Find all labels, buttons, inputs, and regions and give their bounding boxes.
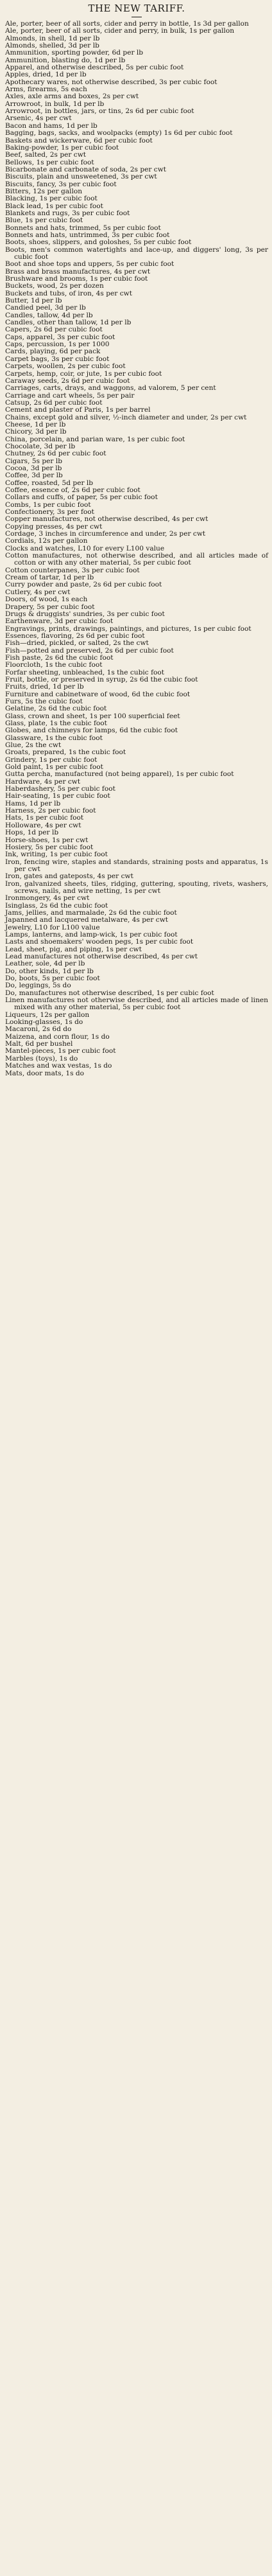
tariff-entry: Drapery, 5s per cubic foot [5, 603, 95, 611]
tariff-entry: Bitters, 12s per gallon [5, 187, 83, 195]
tariff-entry: Iron, gates and gateposts, 4s per cwt [5, 872, 133, 881]
tariff-entry: Isinglass, 2s 6d the cubic foot [5, 901, 108, 910]
tariff-entry: Carpets, hemp, coir, or jute, 1s per cubic foot [5, 369, 162, 378]
tariff-entry: Arrowroot, in bottles, jars, or tins, 2s 6d per cubic foot [5, 107, 194, 116]
tariff-entry: Coffee, roasted, 5d per lb [5, 479, 94, 487]
tariff-entry: Candles, tallow, 4d per lb [5, 311, 93, 319]
tariff-entry: Fish—dried, pickled, or salted, 2s the cwt [5, 639, 149, 648]
tariff-entry: Gelatine, 2s 6d the cubic foot [5, 705, 107, 713]
tariff-entry: Coffee, 3d per lb [5, 472, 63, 480]
tariff-entry: Glass, crown and sheet, 1s per 100 superficial feet [5, 712, 180, 720]
tariff-entry: Caps, percussion, 1s per 1000 [5, 340, 110, 349]
tariff-entry: Ironmongery, 4s per cwt [5, 894, 90, 903]
tariff-entry: Chains, except gold and silver, ½-inch diameter and under, 2s per cwt [5, 413, 247, 421]
tariff-entry: Catsup, 2s 6d per cubic foot [5, 398, 103, 407]
tariff-entry: Harness, 2s per cubic foot [5, 807, 96, 815]
tariff-entry: Forfar sheeting, unbleached, 1s the cubic foot [5, 668, 165, 676]
tariff-entry: Grindery, 1s per cubic foot [5, 755, 98, 764]
tariff-entry: Liqueurs, 12s per gallon [5, 1010, 90, 1019]
tariff-entry: Carpet bags, 3s per cubic foot [5, 355, 110, 363]
tariff-entry: Floorcloth, 1s the cubic foot [5, 661, 103, 669]
tariff-entry: Doors, of wood, 1s each [5, 595, 88, 604]
tariff-entry: Blankets and rugs, 3s per cubic foot [5, 209, 130, 217]
tariff-entry: Lasts and shoemakers' wooden pegs, 1s per cubic foot [5, 938, 194, 946]
tariff-entry: Combs, 1s per cubic foot [5, 500, 91, 509]
tariff-entry: Fish paste, 2s 6d the cubic foot [5, 653, 114, 662]
tariff-entry: Jewelry, L10 for L100 value [5, 923, 100, 931]
tariff-entry: Ammunition, sporting powder, 6d per lb [5, 49, 144, 57]
tariff-entry: Apples, dried, 1d per lb [5, 71, 87, 79]
tariff-entry: Holloware, 4s per cwt [5, 821, 81, 829]
tariff-entry: Chicory, 3d per lb [5, 428, 67, 436]
tariff-entry: Bicarbonate and carbonate of soda, 2s per cwt [5, 165, 167, 173]
tariff-entry: Baskets and wickerware, 6d per cubic foot [5, 136, 153, 145]
tariff-entry: Globes, and chimneys for lamps, 6d the cubic foot [5, 727, 178, 735]
tariff-entry: Lead manufactures not otherwise described, 4s per cwt [5, 953, 198, 960]
tariff-entry: Lamps, lanterns, and lamp-wick, 1s per cubic foot [5, 930, 178, 939]
tariff-entry: Japanned and lacquered metalware, 4s per cwt [5, 916, 169, 924]
tariff-entry: Looking-glasses, 1s do [5, 1018, 83, 1027]
tariff-entry: Engravings, prints, drawings, paintings, and pictures, 1s per cubic foot [5, 624, 251, 633]
tariff-entry: Coffee, essence of, 2s 6d per cubic foot [5, 486, 140, 494]
tariff-entry: Mantel-pieces, 1s per cubic foot [5, 1047, 116, 1055]
tariff-entry: Fruit, bottle, or preserved in syrup, 2s 6d the cubic foot [5, 675, 198, 684]
tariff-entry: Cards, playing, 6d per pack [5, 348, 101, 356]
tariff-entry: Bacon and hams, 1d per lb [5, 121, 98, 130]
tariff-entry: Linen manufactures not otherwise described, and all articles made of linen mixed with any other material, 5s per cubic foot [5, 996, 268, 1012]
tariff-entry: Curry powder and paste, 2s 6d per cubic foot [5, 581, 162, 589]
tariff-entry: Blue, 1s per cubic foot [5, 216, 83, 225]
tariff-entry: Bonnets and hats, trimmed, 5s per cubic foot [5, 224, 161, 232]
tariff-entry: Ammunition, blasting do, 1d per lb [5, 56, 126, 64]
tariff-entry: Biscuits, fancy, 3s per cubic foot [5, 180, 117, 188]
tariff-entry: Matches and wax vestas, 1s do [5, 1062, 112, 1070]
tariff-entry: Buckets and tubs, of iron, 4s per cwt [5, 289, 132, 297]
tariff-entry: Glassware, 1s the cubic foot [5, 734, 103, 742]
tariff-entry: Chutney, 2s 6d per cubic foot [5, 450, 106, 458]
tariff-entry: Brass and brass manufactures, 4s per cwt [5, 267, 151, 276]
tariff-entry: Fruits, dried, 1d per lb [5, 683, 84, 691]
tariff-entry: Gutta percha, manufactured (not being apparel), 1s per cubic foot [5, 770, 234, 779]
tariff-entry: Hats, 1s per cubic foot [5, 814, 84, 822]
tariff-entry: Cotton counterpanes, 3s per cubic foot [5, 566, 140, 574]
tariff-entry: Brushware and brooms, 1s per cubic foot [5, 275, 148, 283]
tariff-entry: Essences, flavoring, 2s 6d per cubic foot [5, 631, 145, 640]
tariff-entry: Butter, 1d per lb [5, 297, 62, 305]
tariff-entry: Black lead, 1s per cubic foot [5, 202, 103, 210]
tariff-entry: Do, manufactures not otherwise described, 1s per cubic foot [5, 989, 214, 997]
tariff-entry: Baking-powder, 1s per cubic foot [5, 143, 119, 152]
tariff-entry: Boot and shoe tops and uppers, 5s per cubic foot [5, 260, 174, 269]
tariff-entry: Gold paint, 1s per cubic foot [5, 763, 103, 772]
tariff-entry: Copying presses, 4s per cwt [5, 522, 103, 531]
tariff-entry: Almonds, in shell, 1d per lb [5, 34, 100, 42]
tariff-entry: Capers, 2s 6d per cubic foot [5, 326, 103, 334]
tariff-entry: Hardware, 4s per cwt [5, 777, 81, 786]
tariff-entry: Glue, 2s the cwt [5, 741, 62, 750]
tariff-entry: Groats, prepared, 1s the cubic foot [5, 748, 126, 757]
tariff-entry: Haberdashery, 5s per cubic foot [5, 785, 115, 793]
tariff-entry: Collars and cuffs, of paper, 5s per cubic foot [5, 493, 158, 502]
tariff-entry: Chocolate, 3d per lb [5, 442, 76, 450]
tariff-entry: Confectionery, 3s per foot [5, 508, 94, 516]
tariff-entry: Boots, shoes, slippers, and goloshes, 5s per cubic foot [5, 238, 192, 247]
tariff-entry: Do, boots, 5s per cubic foot [5, 975, 100, 983]
tariff-entry: Macaroni, 2s 6d do [5, 1025, 72, 1034]
tariff-entry: China, porcelain, and parian ware, 1s per cubic foot [5, 435, 185, 443]
tariff-entry: Do, other kinds, 1d per lb [5, 967, 94, 975]
tariff-entry: Ale, porter, beer of all sorts, cider and perry in bottle, 1s 3d per gallon [5, 20, 249, 28]
tariff-list [5, 21, 268, 1077]
tariff-entry: Cordials, 12s per gallon [5, 537, 88, 545]
tariff-entry: Carpets, woollen, 2s per cubic foot [5, 362, 126, 371]
tariff-entry: Cement and plaster of Paris, 1s per barrel [5, 406, 151, 414]
tariff-entry: Biscuits, plain and unsweetened, 3s per cwt [5, 173, 157, 181]
tariff-entry: Carriage and cart wheels, 5s per pair [5, 391, 135, 400]
page-title: THE NEW TARIFF. [88, 3, 185, 14]
tariff-entry: Arrowroot, in bulk, 1d per lb [5, 100, 105, 108]
tariff-entry: Boots, men's common watertights and lace-up, and diggers' long, 3s per cubic foot [5, 245, 268, 261]
tariff-entry: Carriages, carts, drays, and waggons, ad valorem, 5 per cent [5, 384, 216, 393]
tariff-entry: Jams, jellies, and marmalade, 2s 6d the cubic foot [5, 908, 177, 917]
tariff-entry: Fish—potted and preserved, 2s 6d per cubic foot [5, 646, 174, 655]
tariff-entry: Leather, sole, 4d per lb [5, 960, 85, 968]
tariff-entry: Beef, salted, 2s per cwt [5, 151, 87, 159]
tariff-entry: Ink, writing, 1s per cubic foot [5, 851, 108, 859]
tariff-entry: Hosiery, 5s per cubic foot [5, 843, 94, 851]
tariff-entry: Horse-shoes, 1s per cwt [5, 836, 89, 844]
tariff-entry: Bellows, 1s per cubic foot [5, 158, 94, 166]
tariff-entry: Axles, axle arms and boxes, 2s per cwt [5, 93, 139, 101]
tariff-entry: Caps, apparel, 3s per cubic foot [5, 333, 115, 341]
tariff-entry: Iron, fencing wire, staples and standards, straining posts and apparatus, 1s per cwt [5, 858, 268, 873]
tariff-entry: Iron, galvanized sheets, tiles, ridging, guttering, spouting, rivets, washers, screws, nails, and wire netting, 1s per cwt [5, 879, 268, 895]
tariff-entry: Arms, firearms, 5s each [5, 85, 87, 94]
tariff-entry: Bagging, bags, sacks, and woolpacks (empty) 1s 6d per cubic foot [5, 129, 233, 137]
tariff-entry: Do, leggings, 5s do [5, 982, 71, 990]
tariff-entry: Cream of tartar, 1d per lb [5, 574, 94, 582]
tariff-entry: Marbles (toys), 1s do [5, 1054, 78, 1063]
tariff-entry: Cheese, 1d per lb [5, 420, 66, 428]
tariff-entry: Clocks and watches, L10 for every L100 value [5, 544, 165, 552]
tariff-entry: Almonds, shelled, 3d per lb [5, 42, 99, 50]
tariff-entry: Blacking, 1s per cubic foot [5, 195, 98, 203]
tariff-entry: Arsenic, 4s per cwt [5, 114, 72, 123]
tariff-entry: Ale, porter, beer of all sorts, cider and perry, in bulk, 1s per gallon [5, 27, 235, 35]
tariff-entry: Candles, other than tallow, 1d per lb [5, 319, 132, 327]
tariff-entry: Furniture and cabinetware of wood, 6d the cubic foot [5, 690, 191, 698]
tariff-entry: Cigars, 5s per lb [5, 457, 63, 465]
tariff-entry: Bonnets and hats, untrimmed, 3s per cubic foot [5, 231, 170, 239]
tariff-entry: Buckets, wood, 2s per dozen [5, 282, 104, 290]
tariff-entry: Hams, 1d per lb [5, 799, 61, 807]
tariff-entry: Copper manufactures, not otherwise described, 4s per cwt [5, 515, 208, 524]
tariff-entry: Apothecary wares, not otherwise described, 3s per cubic foot [5, 78, 217, 86]
tariff-entry: Cocoa, 3d per lb [5, 464, 62, 472]
tariff-entry: Mats, door mats, 1s do [5, 1069, 85, 1077]
tariff-entry: Maizena, and corn flour, 1s do [5, 1032, 110, 1041]
tariff-entry: Earthenware, 3d per cubic foot [5, 617, 114, 626]
tariff-entry: Malt, 6d per bushel [5, 1040, 73, 1048]
tariff-entry: Lead, sheet, pig, and piping, 1s per cwt [5, 945, 142, 953]
tariff-entry: Cotton manufactures, not otherwise described, and all articles made of cotton or with any other material, 5s per cubic foot [5, 552, 268, 567]
tariff-entry: Cordage, 3 inches in circumference and under, 2s per cwt [5, 530, 206, 538]
tariff-entry: Caraway seeds, 2s 6d per cubic foot [5, 376, 130, 385]
tariff-entry: Hops, 1d per lb [5, 829, 59, 837]
tariff-entry: Drugs & druggists' sundries, 3s per cubic foot [5, 610, 165, 618]
tariff-entry: Hair-seating, 1s per cubic foot [5, 792, 110, 800]
tariff-entry: Cutlery, 4s per cwt [5, 588, 71, 596]
tariff-entry: Glass, plate, 1s the cubic foot [5, 719, 107, 727]
tariff-entry: Furs, 5s the cubic foot [5, 697, 83, 705]
tariff-entry: Candied peel, 3d per lb [5, 304, 86, 312]
tariff-entry: Apparel, and otherwise described, 5s per cubic foot [5, 64, 184, 72]
